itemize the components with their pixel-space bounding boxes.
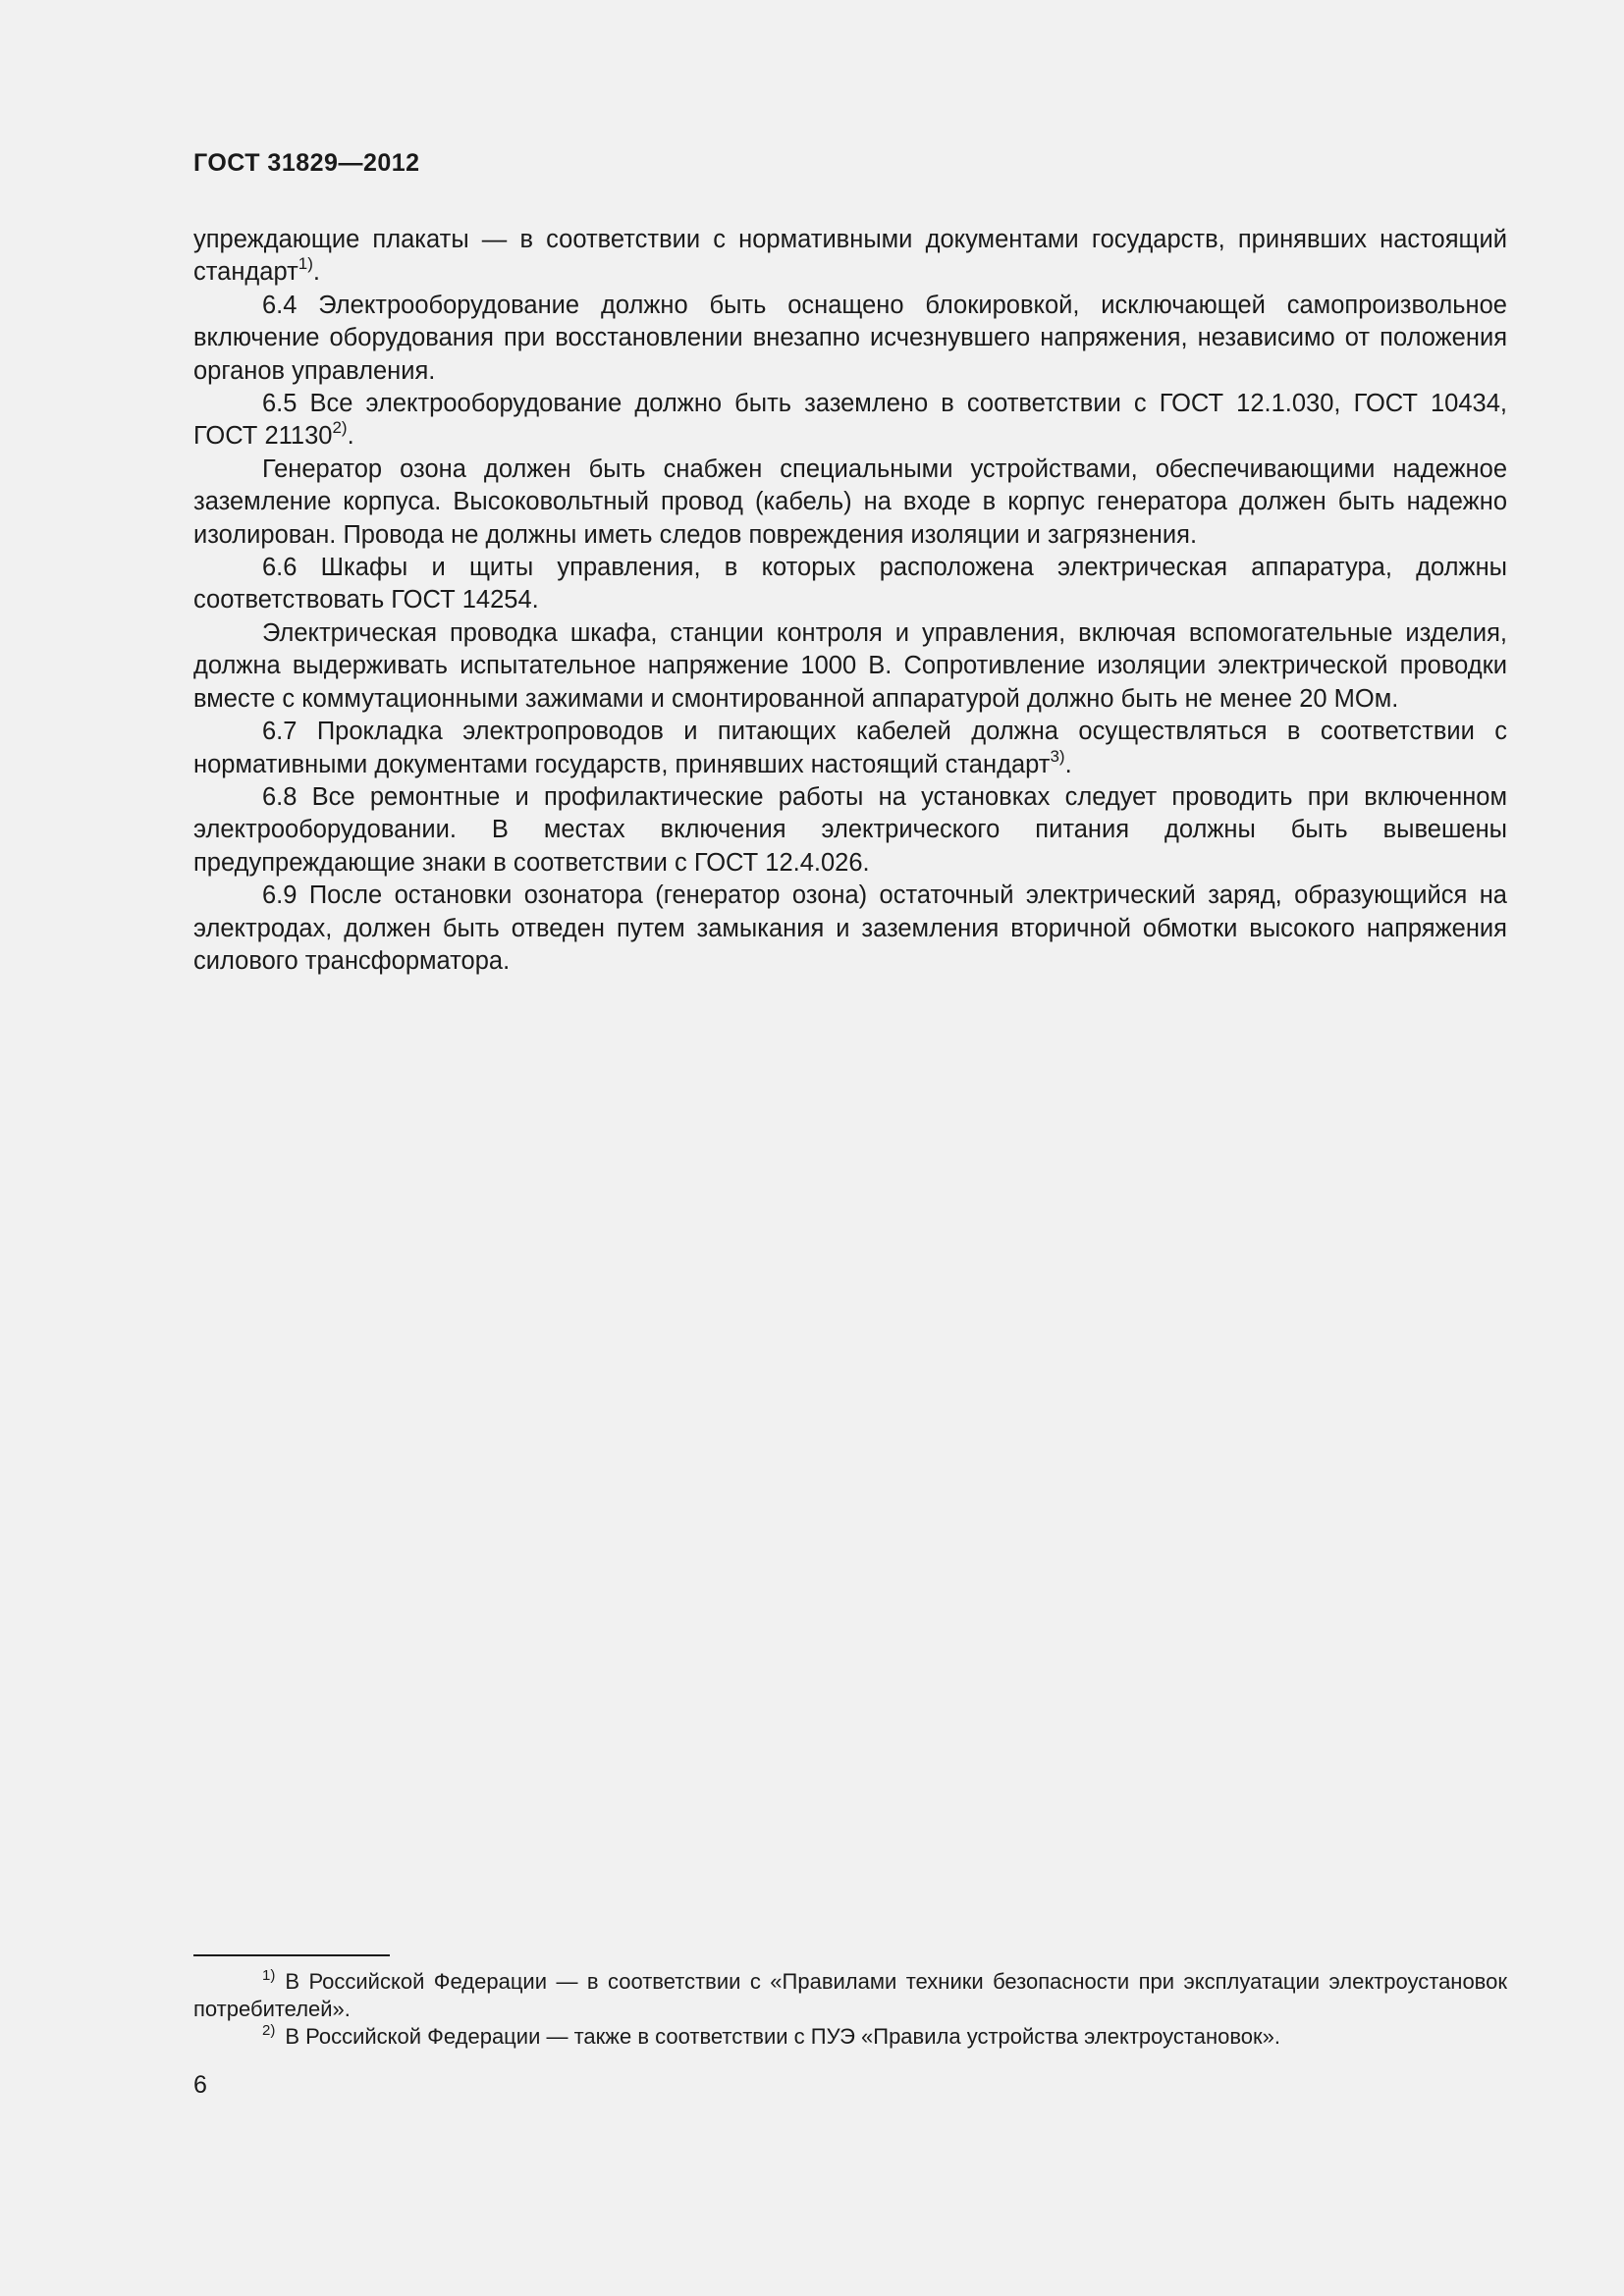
- paragraph-continuation: [193, 224, 1507, 290]
- footnotes: [193, 1968, 1507, 2051]
- footnote-ref-2: 2): [332, 418, 348, 438]
- paragraph-end: .: [1064, 750, 1072, 778]
- footnote-text: В Российской Федерации — в соответствии с «Правилами техники безопасности при эксплуатации электроустановок потребителей».: [193, 1969, 1507, 2021]
- paragraph-text: упреждающие плакаты — в соответствии с нормативными документами государств, принявших настоящий стандарт: [193, 226, 1507, 287]
- document-body: [193, 224, 1507, 978]
- paragraph-text: 6.5 Все электрооборудование должно быть заземлено в соответствии с ГОСТ 12.1.030, ГОСТ 10434, ГОСТ 21130: [193, 390, 1507, 451]
- footnote-mark: 2): [262, 2022, 276, 2039]
- footnote-mark: 1): [262, 1967, 276, 1984]
- paragraph-6-6: 6.6 Шкафы и щиты управления, в которых расположена электрическая аппаратура, должны соответствовать ГОСТ 14254.: [193, 554, 1507, 614]
- footnote-2: [193, 2023, 1507, 2051]
- page-number: 6: [193, 2071, 207, 2099]
- paragraph-end: .: [312, 258, 320, 287]
- footnote-1: [193, 1968, 1507, 2023]
- paragraph-6-4: 6.4 Электрооборудование должно быть оснащено блокировкой, исключающей самопроизвольное включение оборудования при восстановлении внезапно исчезнувшего напряжения, независимо от положения органов управления.: [193, 291, 1507, 385]
- paragraph-generator: Генератор озона должен быть снабжен специальными устройствами, обеспечивающими надежное заземление корпуса. Высоковольтный провод (кабель) на входе в корпус генератора должен быть надежно изолирован. Провода не должны иметь следов повреждения изоляции и загрязнения.: [193, 454, 1507, 549]
- paragraph-wiring: Электрическая проводка шкафа, станции контроля и управления, включая вспомогательные изделия, должна выдерживать испытательное напряжение 1000 В. Сопротивление изоляции электрической проводки вместе с коммутационными зажимами и смонтированной аппаратурой должно быть не менее 20 МОм.: [193, 618, 1507, 713]
- paragraph-text: 6.7 Прокладка электропроводов и питающих кабелей должна осуществляться в соответствии с нормативными документами государств, принявших настоящий стандарт: [193, 718, 1507, 778]
- document-header: ГОСТ 31829—2012: [193, 149, 420, 177]
- paragraph-6-5: [193, 388, 1507, 454]
- paragraph-end: .: [347, 422, 354, 451]
- footnote-text: В Российской Федерации — также в соответствии с ПУЭ «Правила устройства электроустановок».: [285, 2024, 1280, 2049]
- paragraph-6-8: 6.8 Все ремонтные и профилактические работы на установках следует проводить при включенном электрооборудовании. В местах включения электрического питания должны быть вывешены предупреждающие знаки в соответствии с ГОСТ 12.4.026.: [193, 782, 1507, 877]
- footnote-separator: [193, 1954, 390, 1956]
- footnote-ref-3: 3): [1050, 746, 1065, 766]
- paragraph-6-9: 6.9 После остановки озонатора (генератор озона) остаточный электрический заряд, образующийся на электродах, должен быть отведен путем замыкания и заземления вторичной обмотки высокого напряжения силового трансформатора.: [193, 881, 1507, 975]
- paragraph-6-7: [193, 716, 1507, 781]
- footnote-ref-1: 1): [298, 254, 313, 274]
